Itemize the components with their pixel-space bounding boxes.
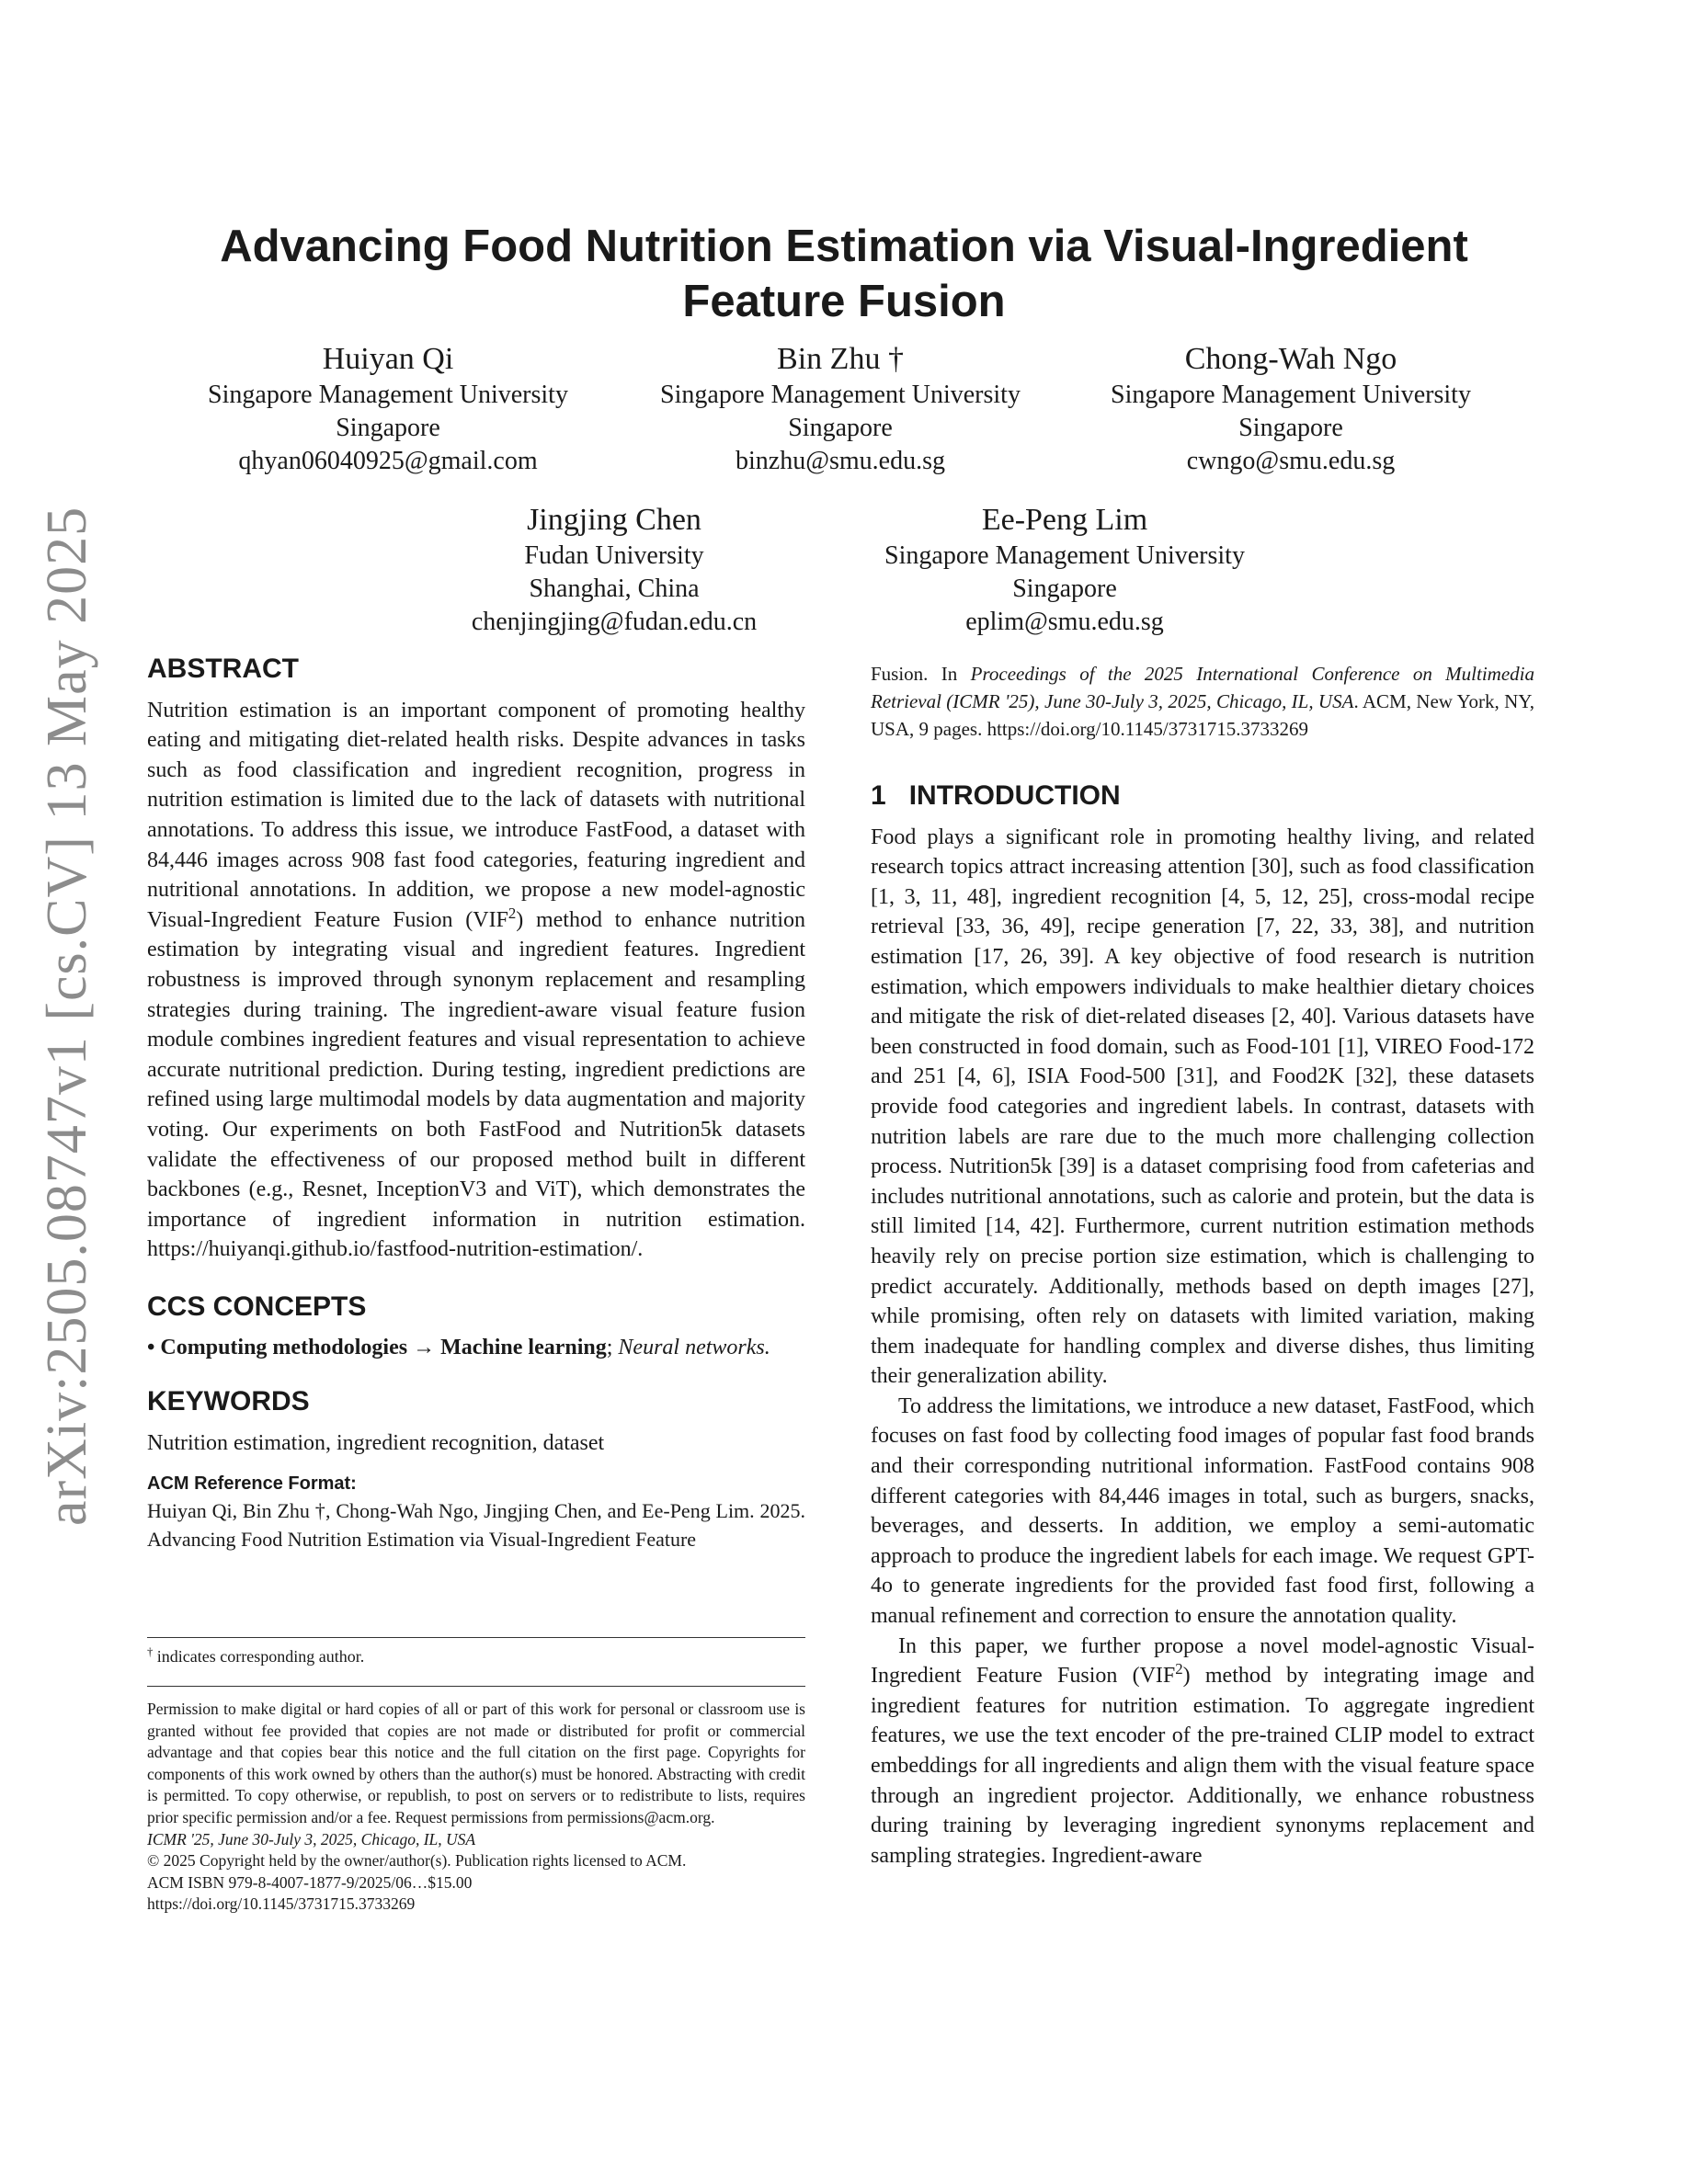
separator: ; — [606, 1336, 619, 1360]
author-location: Singapore — [1238, 414, 1343, 442]
ccs-heading: CCS CONCEPTS — [147, 1291, 367, 1322]
acm-reference-heading: ACM Reference Format: — [147, 1473, 357, 1495]
author-block — [177, 340, 599, 478]
author-affiliation: Fudan University — [524, 541, 704, 570]
paper-title: Advancing Food Nutrition Estimation via Visual-Ingredient Feature Fusion — [220, 222, 1468, 326]
right-column — [871, 660, 1534, 1871]
left-column — [147, 654, 805, 1553]
author-affiliation: Singapore Management University — [660, 381, 1021, 409]
author-affiliation: Singapore Management University — [208, 381, 568, 409]
permission-text: Permission to make digital or hard copies of all or part of this work for personal or classroom use is granted without fee provided that copies are not made or distributed for profit or commercial advantage and that copies bear this notice and the full citation on the first page. Copyrights for components of this work owned by others than the author(s) must be honored. Abstracting with credit is permitted. To copy otherwise, or republish, to post on servers or to redistribute to lists, requires prior specific permission and/or a fee. Request permissions from permissions@acm.org. — [147, 1700, 805, 1826]
abstract-text — [147, 696, 805, 1265]
venue-line: ICMR '25, June 30-July 3, 2025, Chicago, IL, USA — [147, 1829, 476, 1848]
keywords-text: Nutrition estimation, ingredient recognition, dataset — [147, 1430, 605, 1455]
permission-rule — [147, 1686, 805, 1687]
doi-link[interactable]: https://doi.org/10.1145/3731715.3733269 — [147, 1894, 416, 1914]
author-email[interactable]: cwngo@smu.edu.sg — [1186, 447, 1396, 475]
introduction-heading: 1 INTRODUCTION — [871, 780, 1121, 811]
author-email[interactable]: chenjingjing@fudan.edu.cn — [471, 608, 758, 636]
acm-reference-continuation — [871, 660, 1534, 743]
acm-reference-text: Huiyan Qi, Bin Zhu †, Chong-Wah Ngo, Jingjing Chen, and Ee-Peng Lim. 2025. Advancing Food Nutrition Estimation via Visual-Ingredient Feature — [147, 1499, 805, 1552]
author-email[interactable]: qhyan06040925@gmail.com — [238, 447, 538, 475]
intro-paragraph: To address the limitations, we introduce a new dataset, FastFood, which focuses on fast food by collecting food images of popular fast food brands and their corresponding nutritional information. FastFood contains 908 different categories with 84,446 images in total, such as burgers, snacks, beverages, and desserts. In addition, we employ a semi-automatic approach to produce the ingredient labels for each image. We request GPT-4o to generate ingredients for the provided fast food first, following a manual refinement and correction to ensure the annotation quality. — [871, 1393, 1534, 1629]
reference-part: . ACM, New York, NY, USA, 9 pages. https://doi.org/10.1145/3731715.3733269 — [871, 690, 1534, 740]
ccs-concept-secondary: Neural networks. — [618, 1336, 770, 1360]
author-name: Bin Zhu † — [777, 342, 904, 376]
isbn-line: ACM ISBN 979-8-4007-1877-9/2025/06…$15.00 — [147, 1872, 473, 1892]
author-block — [403, 501, 826, 639]
superscript: 2 — [508, 904, 517, 922]
author-location: Singapore — [788, 414, 893, 442]
abstract-text-part: ) method to enhance nutrition estimation by integrating visual and ingredient features. Ingredient robustness is improved through synonym replacement and resampling strategies during training. The ingredient-aware visual feature fusion module combines ingredient features and visual representation to achieve accurate nutritional prediction. During testing, ingredient predictions are refined using large multimodal models by data augmentation and majority voting. Our experiments on both FastFood and Nutrition5k datasets validate the effectiveness of our proposed method built in different backbones (e.g., Resnet, InceptionV3 and ViT), which demonstrates the importance of ingredient information in nutrition estimation. https://huiyanqi.github.io/fastfood-nutrition-estimation/. — [147, 907, 805, 1262]
author-affiliation: Singapore Management University — [884, 541, 1245, 570]
author-email[interactable]: eplim@smu.edu.sg — [965, 608, 1164, 636]
author-location: Singapore — [336, 414, 440, 442]
footnote-mark: † — [147, 1645, 154, 1658]
keywords-heading: KEYWORDS — [147, 1386, 310, 1417]
abstract-heading: ABSTRACT — [147, 654, 299, 684]
author-name: Ee-Peng Lim — [981, 503, 1148, 537]
ccs-concept-primary: • Computing methodologies → Machine learning — [147, 1336, 607, 1360]
author-name: Huiyan Qi — [322, 342, 454, 376]
author-location: Singapore — [1012, 574, 1117, 603]
author-affiliation: Singapore Management University — [1111, 381, 1471, 409]
reference-part: Fusion. In — [871, 663, 971, 685]
intro-paragraph: Food plays a significant role in promoting healthy living, and related research topics attract increasing attention [30], such as food classification [1, 3, 11, 48], ingredient recognition [4, 5, 12, 25], cross-modal recipe retrieval [33, 36, 49], recipe generation [7, 22, 33, 38], and nutrition estimation [17, 26, 39]. A key objective of food research is nutrition estimation, which empowers individuals to make healthier dietary choices and mitigate the risk of diet-related diseases [2, 40]. Various datasets have been constructed in food domain, such as Food-101 [1], VIREO Food-172 and 251 [4, 6], ISIA Food-500 [31], and Food2K [32], these datasets provide food categories and ingredient labels. In contrast, datasets with nutrition labels are rare due to the much more challenging collection process. Nutrition5k [39] is a dataset comprising food from cafeterias and includes nutritional annotations, such as calorie and protein, but the data is still limited [14, 42]. Furthermore, current nutrition estimation methods heavily rely on precise portion size estimation, which is challenging to predict accurately. Additionally, methods based on depth images [27], while promising, often rely on datasets with limited variation, making them inadequate for handling complex and diverse dishes, thus limiting their generalization ability. — [871, 825, 1534, 1389]
footnote — [147, 1645, 805, 1667]
author-block — [629, 340, 1052, 478]
author-block — [853, 501, 1276, 639]
intro-text-part: In this paper, we further propose a novel model-agnostic Visual-Ingredient Feature Fusion (VIF — [871, 1633, 1534, 1689]
abstract-text-part: Nutrition estimation is an important component of promoting healthy eating and mitigating diet-related health risks. Despite advances in tasks such as food classification and ingredient recognition, progress in nutrition estimation is limited due to the lack of datasets with nutritional annotations. To address this issue, we introduce FastFood, a dataset with 84,446 images across 908 fast food categories, featuring ingredient and nutritional annotations. In addition, we propose a new model-agnostic Visual-Ingredient Feature Fusion (VIF — [147, 698, 805, 932]
copyright-line: © 2025 Copyright held by the owner/author(s). Publication rights licensed to ACM. — [147, 1851, 687, 1871]
superscript: 2 — [1175, 1660, 1183, 1678]
author-name: Chong-Wah Ngo — [1184, 342, 1397, 376]
author-name: Jingjing Chen — [527, 503, 701, 537]
intro-text-part: ) method by integrating image and ingredient features for nutrition estimation. To aggregate ingredient features, we use the text encoder of the pre-trained CLIP model to extract embeddings for all ingredients and align them with the visual feature space through an ingredient projector. Additionally, we enhance robustness during training by leveraging ingredient synonyms replacement and sampling strategies. Ingredient-aware — [871, 1664, 1534, 1868]
author-block — [1079, 340, 1502, 478]
author-location: Shanghai, China — [529, 574, 700, 603]
intro-paragraph — [871, 1632, 1534, 1871]
footnote-text: indicates corresponding author. — [153, 1647, 365, 1666]
reference-venue: Proceedings of the 2025 International Conference on Multimedia Retrieval (ICMR '25), June 30-July 3, 2025, Chicago, IL, USA — [871, 663, 1534, 712]
author-email[interactable]: binzhu@smu.edu.sg — [736, 447, 945, 475]
arxiv-stamp: arXiv:2505.08747v1 [cs.CV] 13 May 2025 — [36, 506, 98, 1526]
footnote-rule — [147, 1637, 805, 1638]
permission-block — [147, 1699, 805, 1916]
ccs-concepts — [147, 1333, 805, 1363]
